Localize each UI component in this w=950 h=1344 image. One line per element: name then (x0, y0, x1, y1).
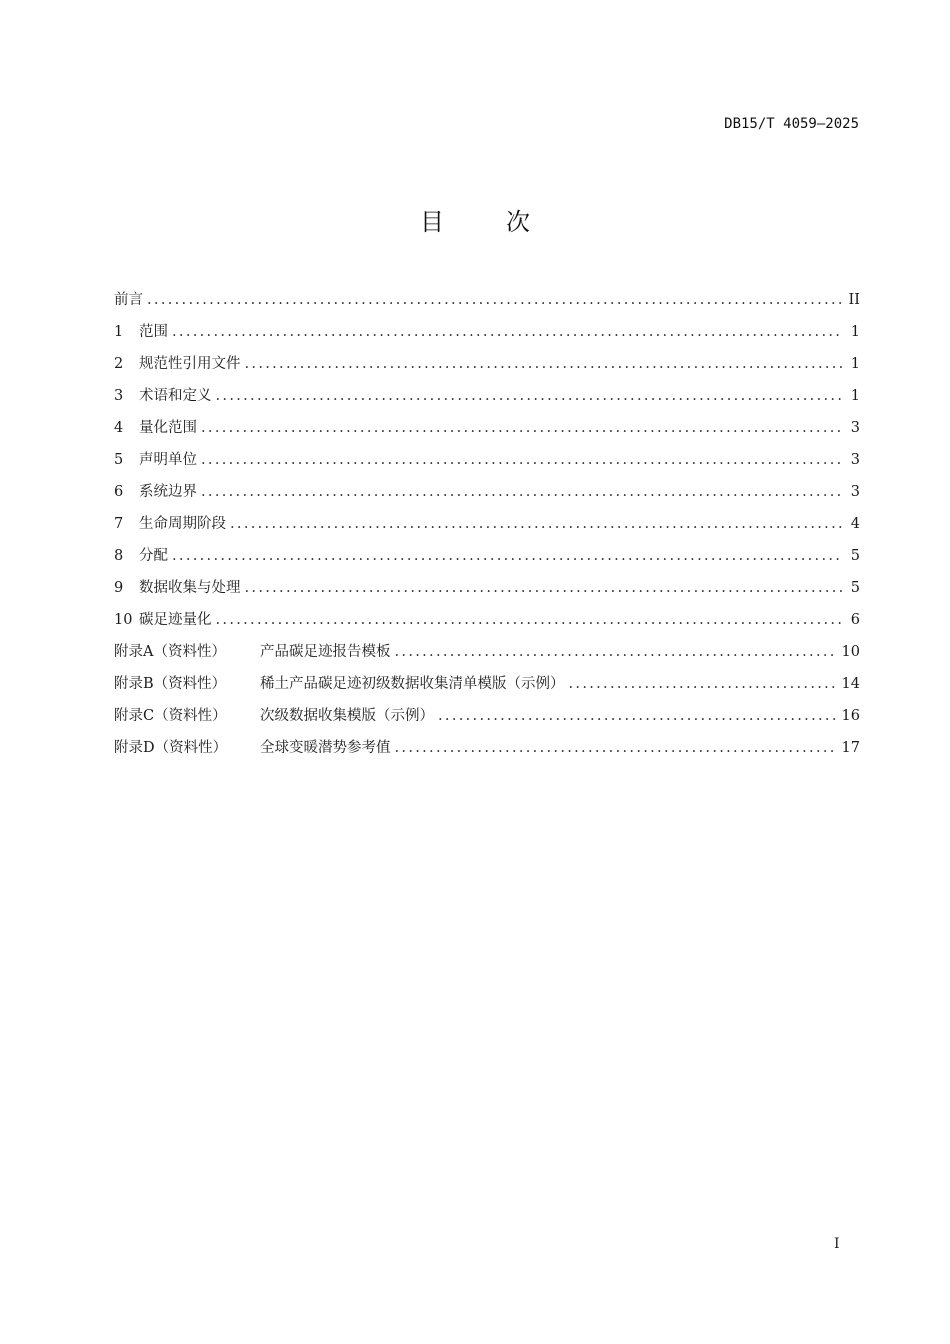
toc-entry-page: 17 (841, 740, 860, 756)
toc-entry-page: 3 (850, 452, 860, 468)
toc-entry-number: 附录D（资料性） (114, 740, 228, 756)
toc-entry-7[interactable] (114, 508, 860, 540)
toc-entry-text: 次级数据收集模版（示例） (260, 708, 434, 724)
toc-leader-dots (569, 668, 836, 700)
toc-entry-number: 1 (114, 324, 124, 340)
toc-entry-number: 10 (114, 612, 133, 628)
toc-entry-text: 分配 (139, 548, 168, 564)
toc-entry-number: 附录B（资料性） (114, 676, 227, 692)
toc-entry-6[interactable] (114, 476, 860, 508)
toc-entry-text: 产品碳足迹报告模板 (260, 644, 391, 660)
toc-leader-dots (438, 700, 836, 732)
toc-entry-page: 16 (841, 708, 860, 724)
toc-entry-page: 5 (850, 580, 860, 596)
toc-leader-dots (395, 636, 836, 668)
toc-entry-foreword[interactable] (114, 284, 860, 316)
toc-leader-dots (395, 732, 836, 764)
toc-entry-8[interactable] (114, 540, 860, 572)
toc-entry-number: 附录C（资料性） (114, 708, 227, 724)
page-number: I (834, 1236, 840, 1252)
toc-leader-dots (216, 380, 843, 412)
toc-leader-dots (201, 476, 842, 508)
toc-entry-appendix-b[interactable] (114, 668, 860, 700)
toc-entry-text: 量化范围 (139, 420, 197, 436)
toc-entry-text: 数据收集与处理 (139, 580, 241, 596)
toc-leader-dots (201, 412, 842, 444)
toc-entry-number: 8 (114, 548, 124, 564)
toc-entry-page: 1 (850, 356, 860, 372)
toc-entry-number: 3 (114, 388, 124, 404)
toc-entry-page: 1 (850, 388, 860, 404)
toc-entry-page: 4 (850, 516, 860, 532)
toc-entry-number: 4 (114, 420, 124, 436)
table-of-contents (114, 284, 860, 764)
toc-entry-text: 系统边界 (139, 484, 197, 500)
toc-entry-number: 5 (114, 452, 124, 468)
toc-entry-page: 5 (850, 548, 860, 564)
toc-leader-dots (245, 572, 843, 604)
toc-entry-number: 9 (114, 580, 124, 596)
toc-entry-5[interactable] (114, 444, 860, 476)
toc-entry-number: 附录A（资料性） (114, 644, 226, 660)
toc-entry-page: 3 (850, 420, 860, 436)
toc-leader-dots (147, 284, 842, 316)
toc-entry-text: 前言 (114, 292, 143, 308)
toc-entry-appendix-c[interactable] (114, 700, 860, 732)
toc-leader-dots (172, 316, 842, 348)
toc-entry-appendix-a[interactable] (114, 636, 860, 668)
toc-entry-page: 6 (850, 612, 860, 628)
toc-entry-1[interactable] (114, 316, 860, 348)
document-code: DB15/T 4059—2025 (724, 116, 859, 132)
toc-entry-page: 14 (841, 676, 860, 692)
page-title: 目次 (420, 208, 592, 236)
toc-entry-page: II (848, 292, 860, 308)
toc-entry-text: 术语和定义 (139, 388, 212, 404)
toc-entry-10[interactable] (114, 604, 860, 636)
toc-entry-3[interactable] (114, 380, 860, 412)
toc-entry-number: 7 (114, 516, 124, 532)
toc-entry-text: 声明单位 (139, 452, 197, 468)
toc-entry-text: 全球变暖潜势参考值 (260, 740, 391, 756)
toc-leader-dots (216, 604, 843, 636)
toc-entry-text: 碳足迹量化 (139, 612, 212, 628)
toc-entry-page: 1 (850, 324, 860, 340)
toc-entry-2[interactable] (114, 348, 860, 380)
toc-entry-text: 规范性引用文件 (139, 356, 241, 372)
toc-entry-appendix-d[interactable] (114, 732, 860, 764)
toc-entry-9[interactable] (114, 572, 860, 604)
toc-leader-dots (245, 348, 843, 380)
toc-leader-dots (201, 444, 842, 476)
toc-entry-text: 范围 (139, 324, 168, 340)
toc-entry-4[interactable] (114, 412, 860, 444)
toc-entry-text: 稀土产品碳足迹初级数据收集清单模版（示例） (260, 676, 565, 692)
toc-leader-dots (172, 540, 842, 572)
toc-entry-page: 3 (850, 484, 860, 500)
toc-entry-number: 6 (114, 484, 124, 500)
toc-entry-page: 10 (841, 644, 860, 660)
toc-leader-dots (230, 508, 842, 540)
toc-entry-number: 2 (114, 356, 124, 372)
toc-entry-text: 生命周期阶段 (139, 516, 226, 532)
